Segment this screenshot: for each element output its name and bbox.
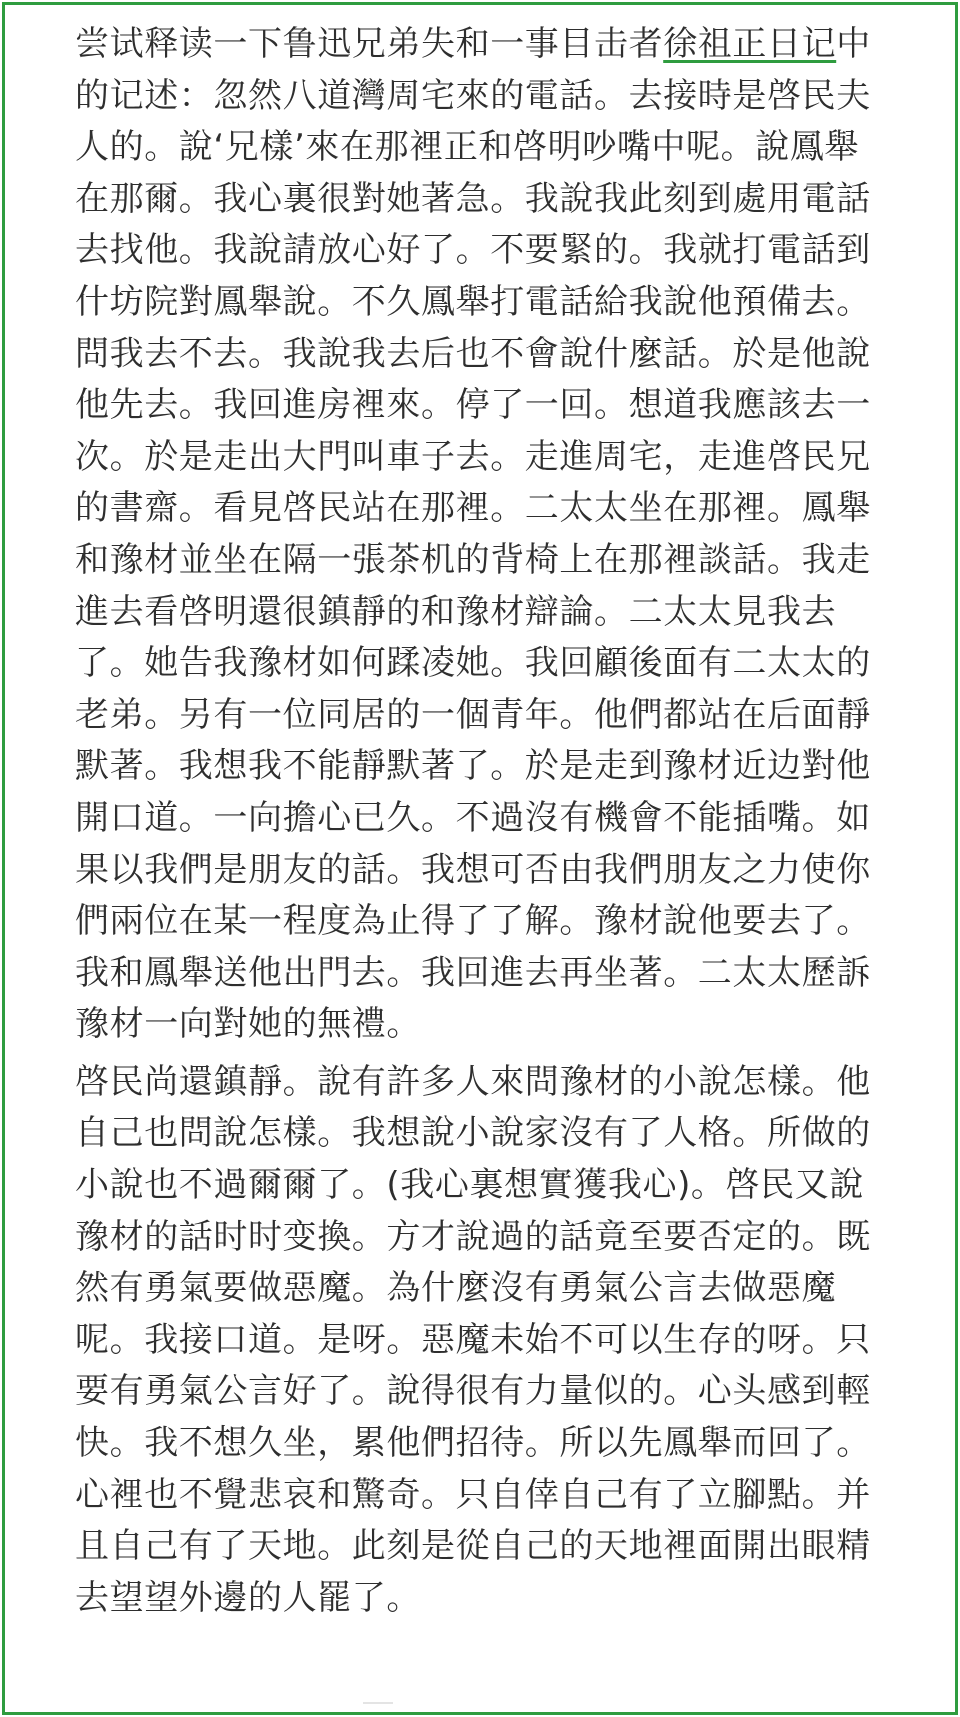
text-line: 要有勇氣公言好了。說得很有力量似的。心头感到輕 (75, 1371, 871, 1412)
text-line: 豫材一向對她的無禮。 (75, 1004, 421, 1045)
text-line: 了。她告我豫材如何蹂凌她。我回顧後面有二太太的 (75, 643, 871, 684)
bottom-divider (363, 1702, 393, 1704)
text-line: 快。我不想久坐，累他們招待。所以先鳳舉而回了。 (75, 1423, 871, 1464)
text-line: 自己也問說怎樣。我想說小說家沒有了人格。所做的 (75, 1113, 871, 1154)
text-line: 心裡也不覺悲哀和驚奇。只自倖自己有了立腳點。并 (75, 1474, 871, 1515)
text-line: 人的。說‘兄樣’來在那裡正和啓明吵嘴中呢。說鳳舉 (75, 127, 860, 168)
first-line-end: 中 (836, 24, 871, 64)
first-line (75, 19, 915, 71)
document-body (75, 19, 915, 1624)
text-line: 他先去。我回進房裡來。停了一回。想道我應該去一 (75, 385, 871, 426)
text-line: 在那爾。我心裏很對她著急。我說我此刻到處用電話 (75, 178, 871, 219)
text-line: 豫材的話时时变換。方才說過的話竟至要否定的。既 (75, 1216, 871, 1257)
text-line: 進去看啓明還很鎮靜的和豫材辯論。二太太見我去 (75, 591, 837, 632)
text-line: 和豫材並坐在隔一張茶机的背椅上在那裡談話。我走 (75, 539, 871, 580)
text-line: 去找他。我說請放心好了。不要緊的。我就打電話到 (75, 230, 871, 271)
text-line: 呢。我接口道。是呀。惡魔未始不可以生存的呀。只 (75, 1319, 871, 1360)
text-line: 問我去不去。我說我去后也不會說什麼話。於是他說 (75, 333, 871, 374)
text-line: 且自己有了天地。此刻是從自己的天地裡面開出眼精 (75, 1526, 871, 1567)
text-line: 們兩位在某一程度為止得了了解。豫材說他要去了。 (75, 901, 871, 942)
text-line: 果以我們是朋友的話。我想可否由我們朋友之力使你 (75, 849, 871, 890)
text-line: 老弟。另有一位同居的一個青年。他們都站在后面靜 (75, 694, 871, 735)
text-line: 的记述：忽然八道灣周宅來的電話。去接時是啓民夫 (75, 75, 871, 116)
text-line: 啓民尚還鎮靜。說有許多人來問豫材的小說怎樣。他 (75, 1061, 871, 1102)
paragraph-1 (75, 71, 915, 1051)
document-frame (2, 2, 958, 1715)
text-line: 然有勇氣要做惡魔。為什麼沒有勇氣公言去做惡魔 (75, 1268, 837, 1309)
text-line: 的書齋。看見啓民站在那裡。二太太坐在那裡。鳳舉 (75, 488, 871, 529)
diary-link[interactable]: 徐祖正日记 (663, 24, 837, 64)
first-line-text: 尝试释读一下鲁迅兄弟失和一事目击者 (75, 24, 664, 64)
text-line: 什坊院對鳳舉說。不久鳳舉打電話給我說他預備去。 (75, 281, 871, 322)
text-line: 開口道。一向擔心已久。不過沒有機會不能插嘴。如 (75, 797, 871, 838)
text-line: 去望望外邊的人罷了。 (75, 1577, 421, 1618)
text-line: 次。於是走出大門叫車子去。走進周宅，走進啓民兄 (75, 436, 871, 477)
text-line: 我和鳳舉送他出門去。我回進去再坐著。二太太歷訴 (75, 952, 871, 993)
text-line: 小說也不過爾爾了。(我心裏想實獲我心)。啓民又說 (75, 1165, 864, 1206)
paragraph-2 (75, 1057, 915, 1625)
text-line: 默著。我想我不能靜默著了。於是走到豫材近边對他 (75, 746, 871, 787)
